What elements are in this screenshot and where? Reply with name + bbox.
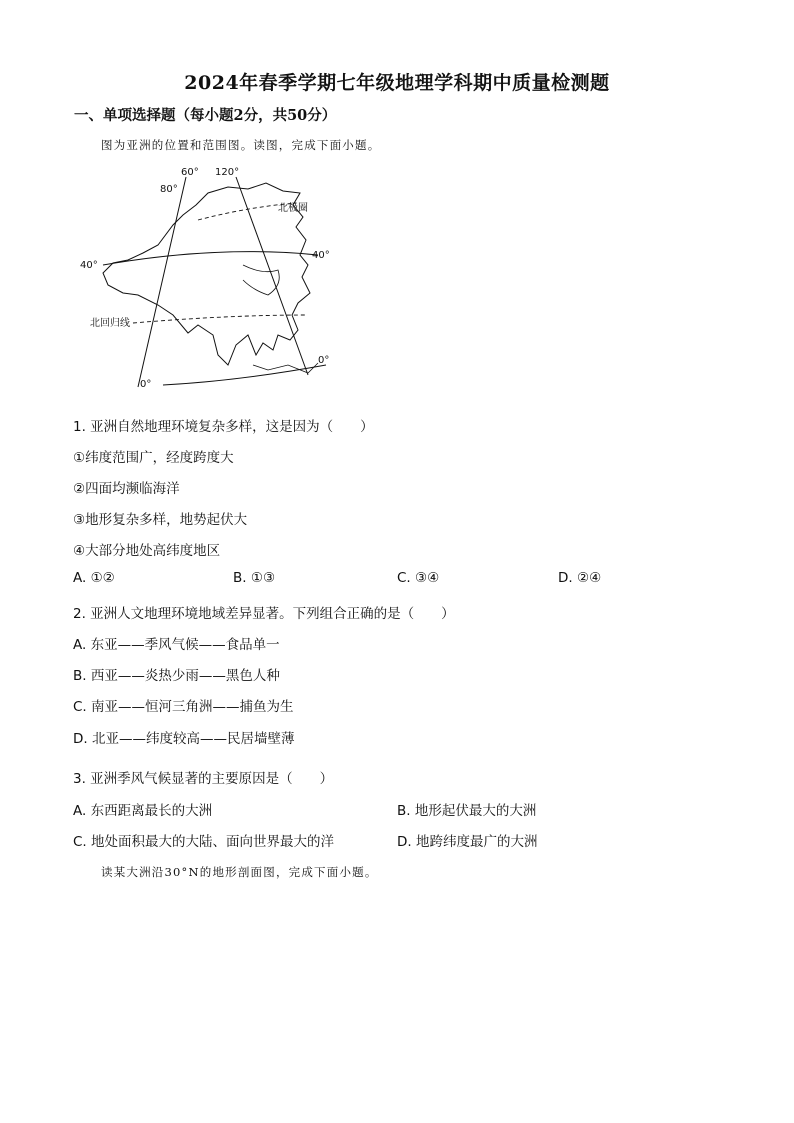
q3-option-d[interactable]: D. 地跨纬度最广的大洲 xyxy=(397,834,538,850)
q2-stem: 2. 亚洲人文地理环境地域差异显著。下列组合正确的是（ ） xyxy=(73,606,455,622)
q3-stem: 3. 亚洲季风气候显著的主要原因是（ ） xyxy=(73,771,334,787)
q1-item: ③地形复杂多样，地势起伏大 xyxy=(73,512,248,528)
label-lat-40-right: 40° xyxy=(312,250,330,261)
q2-option-d[interactable]: D. 北亚——纬度较高——民居墙壁薄 xyxy=(73,731,295,747)
q1-option-c[interactable]: C. ③④ xyxy=(397,570,440,586)
q1-stem: 1. 亚洲自然地理环境复杂多样，这是因为（ ） xyxy=(73,419,374,435)
map-intro: 图为亚洲的位置和范围图。读图，完成下面小题。 xyxy=(101,138,381,152)
label-lat-80: 80° xyxy=(160,184,178,195)
label-lon-60: 60° xyxy=(181,167,199,178)
q1-option-a[interactable]: A. ①② xyxy=(73,570,115,586)
q2-option-a[interactable]: A. 东亚——季风气候——食品单一 xyxy=(73,637,280,653)
asia-location-map xyxy=(78,165,338,395)
q3-option-a[interactable]: A. 东西距离最长的大洲 xyxy=(73,803,213,819)
label-lat-0-right: 0° xyxy=(318,355,330,366)
profile-intro: 读某大洲沿30°N的地形剖面图，完成下面小题。 xyxy=(101,865,378,879)
q1-item: ①纬度范围广，经度跨度大 xyxy=(73,450,234,466)
q2-option-b[interactable]: B. 西亚——炎热少雨——黑色人种 xyxy=(73,668,280,684)
q3-option-b[interactable]: B. 地形起伏最大的大洲 xyxy=(397,803,537,819)
q3-option-c[interactable]: C. 地处面积最大的大陆、面向世界最大的洋 xyxy=(73,834,335,850)
label-lat-40-left: 40° xyxy=(80,260,98,271)
label-lat-0-left: 0° xyxy=(140,379,152,390)
q1-item: ④大部分地处高纬度地区 xyxy=(73,543,221,559)
page-title: 2024年春季学期七年级地理学科期中质量检测题 xyxy=(184,72,610,94)
label-arctic-circle: 北极圈 xyxy=(278,203,308,214)
q1-option-b[interactable]: B. ①③ xyxy=(233,570,276,586)
label-tropic-cancer: 北回归线 xyxy=(90,318,130,329)
q1-option-d[interactable]: D. ②④ xyxy=(558,570,602,586)
q1-item: ②四面均濒临海洋 xyxy=(73,481,180,497)
q2-option-c[interactable]: C. 南亚——恒河三角洲——捕鱼为生 xyxy=(73,699,294,715)
label-lon-120: 120° xyxy=(215,167,240,178)
section-heading: 一、单项选择题（每小题2分，共50分） xyxy=(74,107,337,124)
